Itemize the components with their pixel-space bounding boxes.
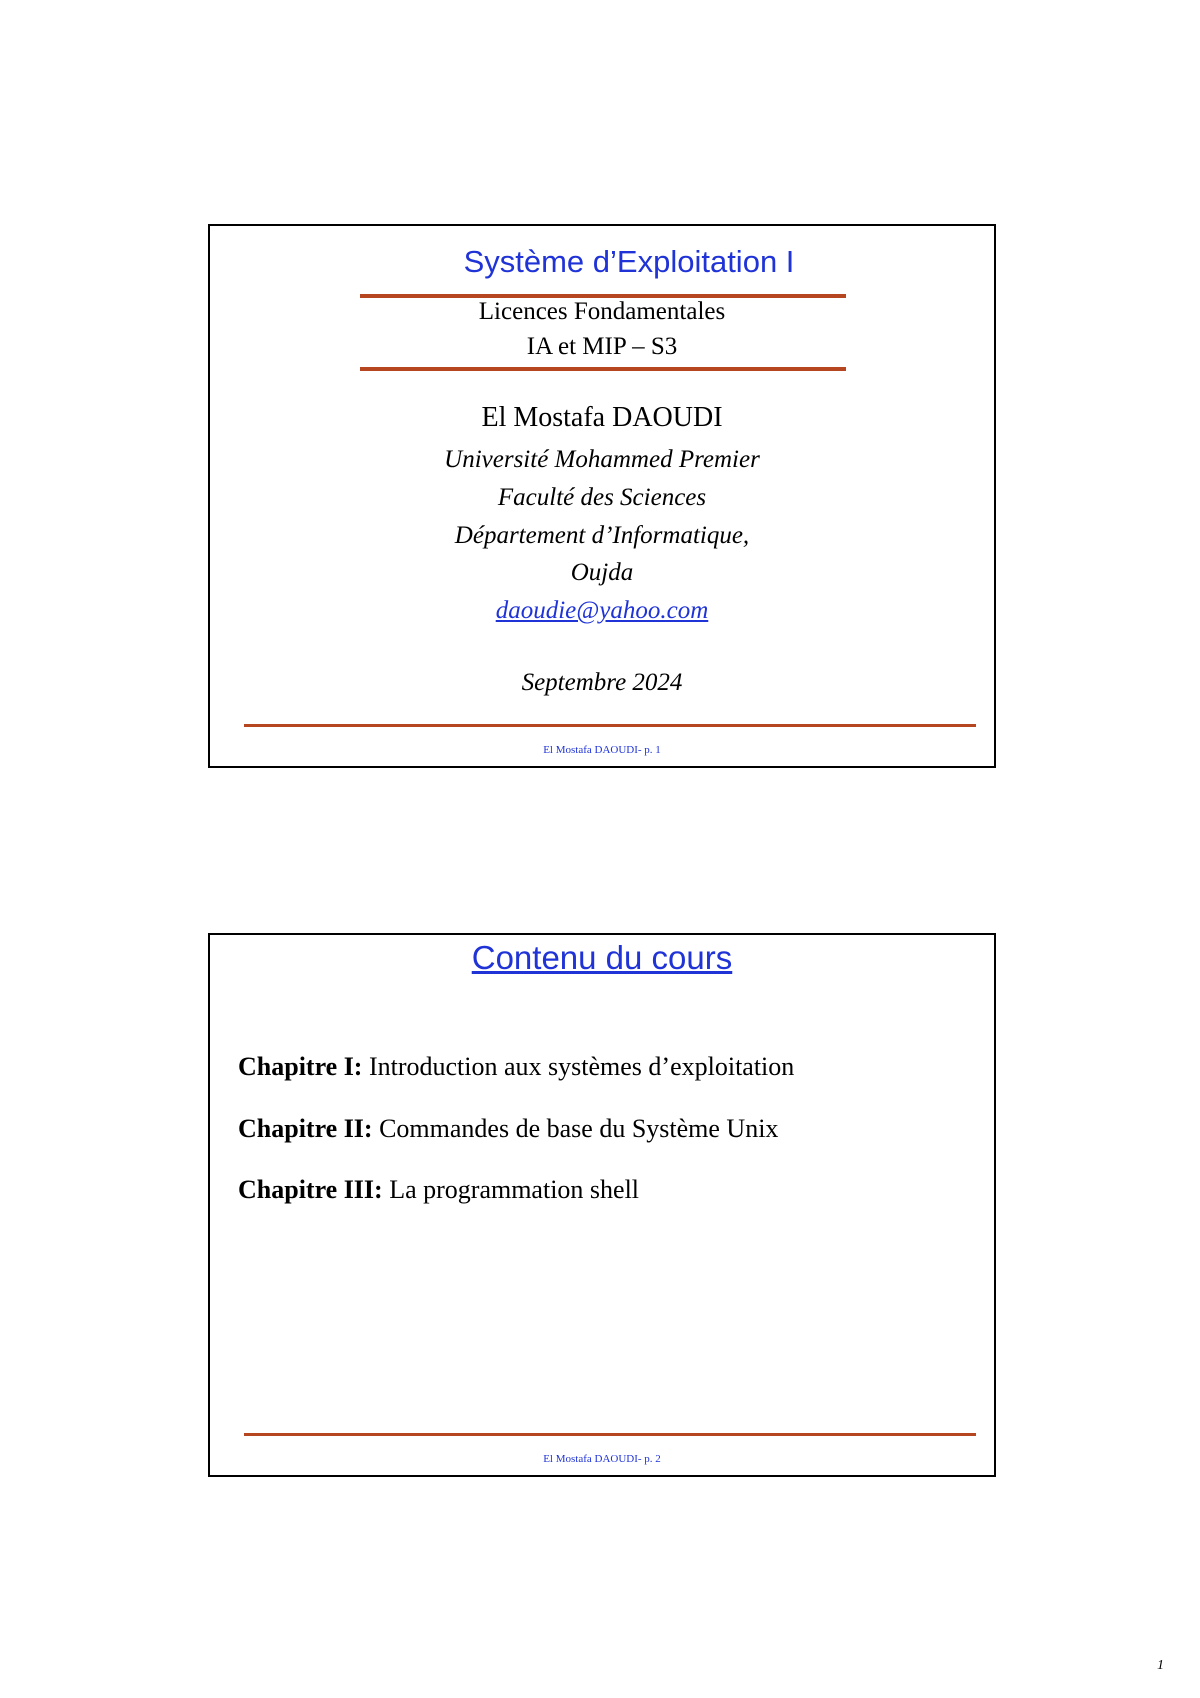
chapter-3-text: La programmation shell: [382, 1175, 640, 1204]
email-line: [210, 597, 994, 625]
chapter-2-label: Chapitre II:: [238, 1114, 373, 1143]
chapter-1-text: Introduction aux systèmes d’exploitation: [362, 1052, 795, 1081]
slide-2-title: Contenu du cours: [471, 939, 733, 976]
slide-2-footer: El Mostafa DAOUDI- p. 2: [543, 1453, 661, 1465]
chapter-1: [238, 1052, 794, 1082]
affiliation-university: Université Mohammed Premier: [444, 446, 760, 473]
affiliation-department: Département d’Informatique,: [454, 522, 750, 549]
page-number: 1: [1157, 1658, 1164, 1673]
subtitle-program: IA et MIP – S3: [526, 333, 678, 360]
date: Septembre 2024: [521, 669, 683, 696]
chapter-1-label: Chapitre I:: [238, 1052, 363, 1081]
slide-1: [208, 224, 996, 768]
chapter-2-text: Commandes de base du Système Unix: [372, 1114, 779, 1143]
slide-2: [208, 933, 996, 1477]
affiliation-city: Oujda: [570, 559, 634, 586]
slide-1-title: Système d’Exploitation I: [463, 244, 795, 279]
chapter-2: [238, 1114, 778, 1144]
affiliation-faculty: Faculté des Sciences: [497, 484, 707, 511]
subtitle-licences: Licences Fondamentales: [478, 298, 726, 325]
title-rule-bottom: [360, 367, 846, 371]
slide-1-footer: El Mostafa DAOUDI- p. 1: [543, 744, 661, 756]
footer-rule: [244, 1433, 976, 1436]
footer-rule: [244, 724, 976, 727]
chapter-3: [238, 1175, 639, 1205]
chapter-3-label: Chapitre III:: [238, 1175, 383, 1204]
author-name: El Mostafa DAOUDI: [481, 402, 723, 433]
email-link[interactable]: daoudie@yahoo.com: [495, 597, 709, 624]
